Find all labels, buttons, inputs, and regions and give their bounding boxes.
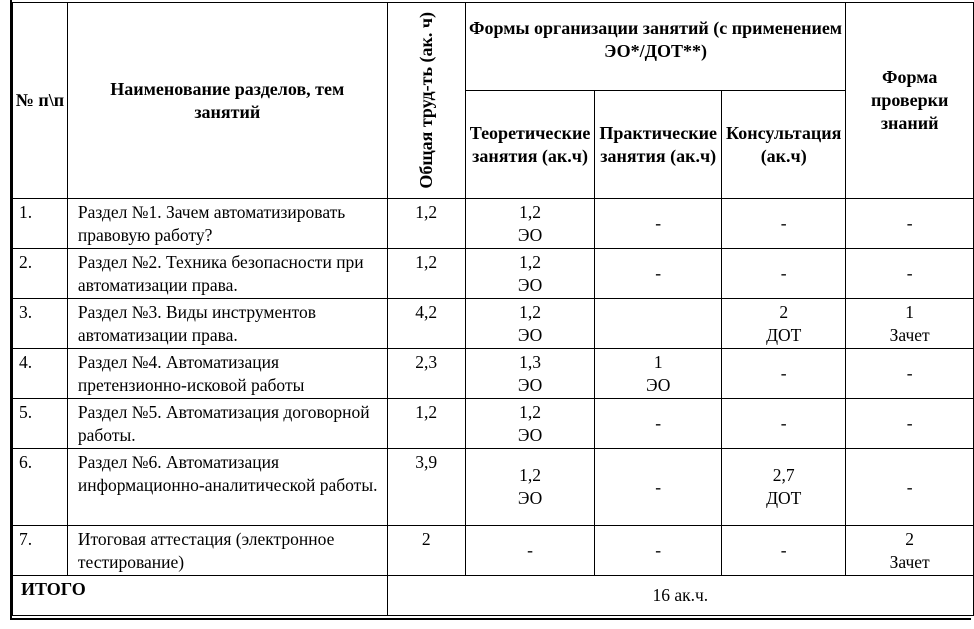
header-num [13,3,68,199]
row-consult-value: - [780,540,787,560]
header-practice [595,91,722,199]
row-section-name: Раздел №5. Автоматизация договорной работы. [67,399,387,449]
row-total-hours: 4,2 [387,299,465,349]
row-practice [595,199,722,249]
row-practice [595,399,722,449]
row-check-value: 1 [905,302,915,322]
row-theory-value: ЭО [517,375,543,395]
row-section-name: Раздел №4. Автоматизация претензионно-исковой работы [67,349,387,399]
row-check-value: - [906,213,913,233]
row-consult [722,299,846,349]
curriculum-table [12,2,974,616]
row-practice-value: 1 [653,352,663,372]
row-consult-value: 2,7 [772,465,795,485]
row-check-value: Зачет [889,325,930,345]
header-consult-text: Консультация (ак.ч) [726,122,842,166]
row-consult [722,349,846,399]
row-total-hours: 1,2 [387,199,465,249]
row-theory-value: ЭО [517,275,543,295]
row-theory [465,349,595,399]
row-practice [595,349,722,399]
row-theory [465,199,595,249]
row-number: 3. [13,299,68,349]
row-practice-value: - [655,540,662,560]
header-forms-text: Формы организации занятий (с применением ЭО*/ДОТ**) [469,18,843,61]
row-number: 6. [13,449,68,526]
row-practice [595,449,722,526]
row-total-hours: 1,2 [387,399,465,449]
row-section-name: Итоговая аттестация (электронное тестирование) [67,526,387,576]
row-consult [722,399,846,449]
header-name [67,3,387,199]
row-check [846,199,974,249]
row-check [846,449,974,526]
row-check-value: - [906,413,913,433]
row-consult-value: - [780,413,787,433]
table-row [13,449,974,526]
row-practice [595,526,722,576]
header-total [387,3,465,199]
row-theory [465,449,595,526]
row-number: 4. [13,349,68,399]
row-consult [722,199,846,249]
row-section-name: Раздел №2. Техника безопасности при автоматизации права. [67,249,387,299]
row-consult-value: - [780,363,787,383]
header-total-text: Общая труд-ть (ак. ч) [416,12,437,189]
row-consult [722,249,846,299]
row-check [846,249,974,299]
row-consult-value: 2 [779,302,789,322]
table-row [13,399,974,449]
row-practice [595,299,722,349]
row-number: 2. [13,249,68,299]
row-theory [465,299,595,349]
table-row [13,299,974,349]
row-check-value: Зачет [889,551,930,572]
header-consult [722,91,846,199]
header-practice-text: Практические занятия (ак.ч) [599,122,718,166]
table-row [13,249,974,299]
row-consult [722,526,846,576]
row-theory-value: ЭО [517,488,543,508]
row-total-hours: 2,3 [387,349,465,399]
header-check-text: Форма проверки знаний [870,67,949,133]
row-theory [465,249,595,299]
row-practice-value: - [655,213,662,233]
row-theory-value: 1,2 [519,202,541,222]
row-theory-value: 1,2 [519,252,541,272]
row-theory-value: - [527,540,533,560]
table-row [13,349,974,399]
row-consult-value: - [780,263,787,283]
row-theory [465,526,595,576]
row-check [846,299,974,349]
row-consult-value: - [780,213,787,233]
row-practice [595,249,722,299]
total-label: ИТОГО [13,576,388,616]
row-total-hours: 1,2 [387,249,465,299]
row-consult [722,449,846,526]
row-section-name: Раздел №6. Автоматизация информационно-аналитической работы. [67,449,387,526]
row-consult-value: ДОТ [766,325,802,345]
row-theory-value: 1,2 [519,302,541,322]
row-total-hours: 2 [387,526,465,576]
row-theory [465,399,595,449]
row-number: 7. [13,526,68,576]
row-check-value: - [906,263,913,283]
header-forms [465,3,846,91]
row-theory-value: ЭО [517,225,543,245]
row-theory-value: ЭО [517,425,543,445]
table-row [13,199,974,249]
row-check [846,349,974,399]
row-theory-value: 1,3 [519,352,541,372]
row-number: 1. [13,199,68,249]
row-theory-value: 1,2 [519,402,541,422]
row-check-value: - [906,363,913,383]
row-check [846,526,974,576]
row-practice-value: - [655,413,662,433]
row-theory-value: ЭО [517,325,543,345]
row-check [846,399,974,449]
header-theory-text: Теоретические занятия (ак.ч) [469,122,591,166]
row-section-name: Раздел №1. Зачем автоматизировать правовую работу? [67,199,387,249]
row-total-hours: 3,9 [387,449,465,526]
row-practice-value: ЭО [646,375,671,395]
header-num-text: № п\п [15,90,65,110]
header-check [846,3,974,199]
header-theory [465,91,595,199]
total-value: 16 ак.ч. [387,576,973,616]
row-practice-value: - [655,476,662,497]
table-row [13,526,974,576]
row-check-value: - [906,476,913,497]
row-theory-value: 1,2 [519,465,541,485]
row-section-name: Раздел №3. Виды инструментов автоматизации права. [67,299,387,349]
row-practice-value: - [655,263,662,283]
row-number: 5. [13,399,68,449]
row-consult-value: ДОТ [766,488,802,508]
row-check-value: 2 [905,528,915,549]
header-name-text: Наименование разделов, тем занятий [110,78,345,122]
